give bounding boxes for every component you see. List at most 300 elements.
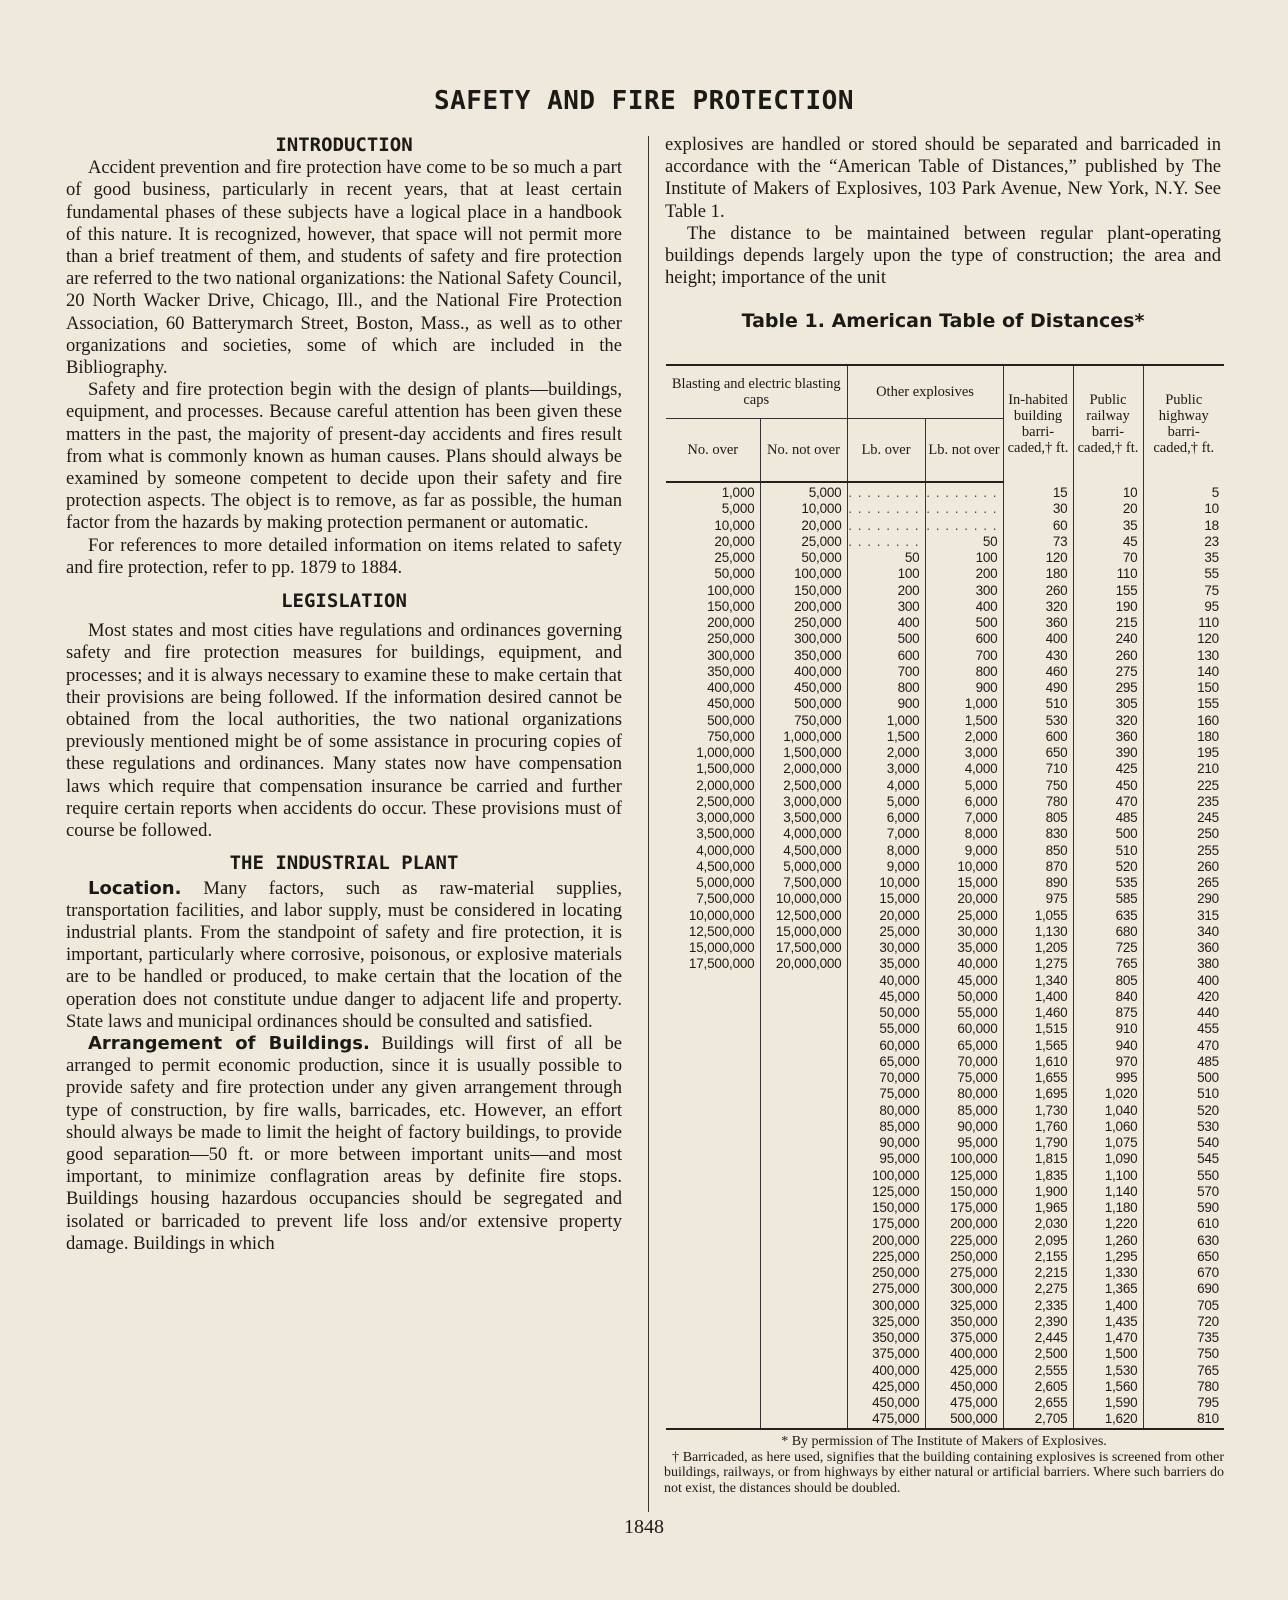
- leader-dots: . . . . . . . .: [926, 485, 998, 500]
- table-cell: 400,000: [925, 1346, 1003, 1362]
- table-cell: 305: [1073, 696, 1143, 712]
- table-cell: 1,330: [1073, 1265, 1143, 1281]
- table-cell: [847, 482, 925, 501]
- table-cell: 180: [1143, 729, 1224, 745]
- table-cell: 40,000: [925, 956, 1003, 972]
- table-cell: 425: [1073, 761, 1143, 777]
- table-cell: 750,000: [707, 728, 755, 744]
- table-cell: 690: [1143, 1281, 1224, 1297]
- table-cell: 805: [1073, 973, 1143, 989]
- table-cell: 155: [1143, 696, 1224, 712]
- table-row: [666, 761, 1224, 777]
- table-cell: 750: [1143, 1346, 1224, 1362]
- table-cell: 240: [1073, 631, 1143, 647]
- table-cell: [760, 1119, 847, 1135]
- table-cell: 80,000: [925, 1086, 1003, 1102]
- table-cell: 25,000: [714, 550, 755, 565]
- header-no-not-over: No. not over: [760, 419, 847, 483]
- table-cell: 840: [1073, 989, 1143, 1005]
- table-cell: [666, 1363, 760, 1379]
- table-cell: 190: [1073, 599, 1143, 615]
- table-cell: 7,500,000: [696, 891, 755, 907]
- legislation-heading: LEGISLATION: [281, 590, 407, 613]
- table-cell: 10: [1073, 482, 1143, 501]
- arrangement-runin: Arrangement of Buildings.: [88, 1032, 370, 1054]
- table-row: [666, 648, 1224, 664]
- table-cell: 195: [1143, 745, 1224, 761]
- table-cell: 340: [1143, 924, 1224, 940]
- table-cell: 55,000: [847, 1021, 925, 1037]
- table-cell: [760, 1314, 847, 1330]
- table-cell: 20,000,000: [760, 956, 847, 972]
- table-row: [666, 1330, 1224, 1346]
- table-cell: 160: [1143, 713, 1224, 729]
- table-cell: 35: [1073, 518, 1143, 534]
- table-cell: 455: [1143, 1021, 1224, 1037]
- table-cell: 8,000: [847, 843, 925, 859]
- table-cell: 30,000: [925, 924, 1003, 940]
- arrangement-text: Buildings will first of all be arranged to permit economic production, since it is usually possible to provide safety and fire protection under any given arrangement through type of construction, by fire walls, barricades, etc. However, an effort should always be made to limit the height of factory buildings, to provide good separation—50 ft. or more between important units—and most important, to minimize conflagration areas by definite fire stops. Buildings housing hazardous occupancies should be segregated and isolated or barricaded to prevent life loss and/or extensive property damage. Buildings in which: [66, 1032, 622, 1254]
- table-cell: [760, 1330, 847, 1346]
- header-blasting-caps: Blasting and electric blasting caps: [666, 365, 847, 419]
- table-cell: 610: [1143, 1216, 1224, 1232]
- table-cell: 95,000: [925, 1135, 1003, 1151]
- table-cell: 670: [1143, 1265, 1224, 1281]
- table-cell: 450,000: [707, 696, 755, 712]
- table-cell: 300: [925, 583, 1003, 599]
- table-row: [666, 583, 1224, 599]
- table-cell: 450,000: [760, 680, 847, 696]
- table-footnotes: [664, 1434, 1224, 1496]
- table-cell: 100,000: [707, 582, 755, 598]
- table-cell: 100,000: [847, 1168, 925, 1184]
- table-cell: 3,000: [925, 745, 1003, 761]
- table-cell: 50: [847, 550, 925, 566]
- table-cell: 40,000: [847, 973, 925, 989]
- table-cell: 450,000: [847, 1395, 925, 1411]
- table-cell: 85,000: [925, 1103, 1003, 1119]
- table-cell: 1,220: [1073, 1216, 1143, 1232]
- table-cell: 1,530: [1073, 1363, 1143, 1379]
- table-row: [666, 501, 1224, 517]
- table-cell: 300: [847, 599, 925, 615]
- table-cell: 5,000: [925, 778, 1003, 794]
- table-cell: 55,000: [925, 1005, 1003, 1021]
- table-cell: 300,000: [925, 1281, 1003, 1297]
- table-cell: 155: [1073, 583, 1143, 599]
- table-cell: 2,215: [1003, 1265, 1073, 1281]
- table-cell: 30: [1003, 501, 1073, 517]
- table-cell: [847, 518, 925, 534]
- table-cell: 2,275: [1003, 1281, 1073, 1297]
- table-cell: 850: [1003, 843, 1073, 859]
- table-cell: 975: [1003, 891, 1073, 907]
- table-cell: 18: [1143, 518, 1224, 534]
- table-cell: [666, 1249, 760, 1265]
- table-cell: 245: [1143, 810, 1224, 826]
- introduction-paragraph-3: For references to more detailed information on items related to safety and fire protection, refer to pp. 1879 to 1884.: [66, 534, 622, 578]
- table-cell: [847, 534, 925, 550]
- table-cell: 100: [847, 566, 925, 582]
- table-cell: 300,000: [760, 631, 847, 647]
- table-cell: 2,605: [1003, 1379, 1073, 1395]
- table-cell: 50,000: [714, 566, 755, 582]
- leader-dots: . . . . . . . .: [848, 533, 920, 549]
- table-cell: 1,000: [721, 485, 755, 500]
- table-cell: 360: [1003, 615, 1073, 631]
- header-lb-over: Lb. over: [847, 419, 925, 483]
- table-cell: 1,400: [1003, 989, 1073, 1005]
- table-cell: 500,000: [925, 1411, 1003, 1428]
- table-cell: 320: [1073, 713, 1143, 729]
- table-cell: 10: [1143, 501, 1224, 517]
- table-cell: 265: [1143, 875, 1224, 891]
- table-cell: [666, 1200, 760, 1216]
- table-cell: 375,000: [847, 1346, 925, 1362]
- table-cell: 550: [1143, 1168, 1224, 1184]
- table-cell: 440: [1143, 1005, 1224, 1021]
- table-cell: 200: [847, 583, 925, 599]
- table-row: [666, 1281, 1224, 1297]
- table-cell: [666, 1103, 760, 1119]
- table-cell: [666, 1021, 760, 1037]
- table-cell: 20,000: [847, 908, 925, 924]
- table-cell: 1,205: [1003, 940, 1073, 956]
- table-cell: 3,500,000: [696, 826, 755, 842]
- table-cell: [666, 1281, 760, 1297]
- table-cell: 12,500,000: [760, 908, 847, 924]
- table-cell: 300,000: [707, 647, 755, 663]
- table-cell: 4,500,000: [760, 843, 847, 859]
- table-cell: 425,000: [847, 1379, 925, 1395]
- table-cell: [760, 1233, 847, 1249]
- table-cell: 430: [1003, 648, 1073, 664]
- table-cell: 1,730: [1003, 1103, 1073, 1119]
- table-cell: [760, 1135, 847, 1151]
- table-cell: 2,335: [1003, 1298, 1073, 1314]
- table-cell: [666, 1216, 760, 1232]
- table-cell: 1,435: [1073, 1314, 1143, 1330]
- table-cell: 4,000: [925, 761, 1003, 777]
- table-row: [666, 1070, 1224, 1086]
- table-cell: 120: [1143, 631, 1224, 647]
- table-cell: 250,000: [925, 1249, 1003, 1265]
- table-cell: 1,655: [1003, 1070, 1073, 1086]
- table-cell: 795: [1143, 1395, 1224, 1411]
- table-cell: 510: [1003, 696, 1073, 712]
- table-cell: 95: [1143, 599, 1224, 615]
- legislation-paragraph: Most states and most cities have regulations and ordinances governing safety and fire protection measures for buildings, equipment, and processes; and it is always necessary to examine these to make certain that their provisions are being followed. If the information desired cannot be obtained from the local authorities, the two national organizations previously mentioned might be of some assistance in procuring copies of these regulations and ordinances. Many states now have compensation laws which require that compensation insurance be carried and further require certain reports when accidents do occur. These provisions must of course be followed.: [66, 620, 622, 842]
- table-cell: 90,000: [925, 1119, 1003, 1135]
- table-row: [666, 518, 1224, 534]
- industrial-plant-heading: THE INDUSTRIAL PLANT: [229, 852, 459, 875]
- table-cell: 1,040: [1073, 1103, 1143, 1119]
- table-cell: 95,000: [847, 1151, 925, 1167]
- table-cell: 1,620: [1073, 1411, 1143, 1428]
- table-cell: [760, 973, 847, 989]
- table-cell: 1,000,000: [696, 745, 755, 760]
- table-cell: 680: [1073, 924, 1143, 940]
- table-cell: 1,400: [1073, 1298, 1143, 1314]
- table-cell: 315: [1143, 908, 1224, 924]
- table-cell: 750,000: [760, 713, 847, 729]
- table-cell: 15,000: [925, 875, 1003, 891]
- table-cell: 7,000: [847, 826, 925, 842]
- table-cell: 360: [1073, 729, 1143, 745]
- table-row: [666, 1119, 1224, 1135]
- table-cell: 650: [1003, 745, 1073, 761]
- table-row: [666, 1184, 1224, 1200]
- table-cell: 65,000: [925, 1038, 1003, 1054]
- table-cell: 10,000: [760, 501, 847, 517]
- table-cell: 485: [1073, 810, 1143, 826]
- table-cell: 1,695: [1003, 1086, 1073, 1102]
- table-cell: 2,655: [1003, 1395, 1073, 1411]
- table-cell: 2,500,000: [760, 778, 847, 794]
- table-cell: 535: [1073, 875, 1143, 891]
- table-cell: [760, 1038, 847, 1054]
- table-cell: 735: [1143, 1330, 1224, 1346]
- table-cell: 1,460: [1003, 1005, 1073, 1021]
- table-cell: 55: [1143, 566, 1224, 582]
- table-cell: 1,790: [1003, 1135, 1073, 1151]
- table-cell: 350,000: [847, 1330, 925, 1346]
- header-other-explosives: Other explosives: [847, 365, 1003, 419]
- table-cell: [847, 501, 925, 517]
- table-cell: 10,000: [847, 875, 925, 891]
- table-cell: [760, 1265, 847, 1281]
- table-cell: [666, 1330, 760, 1346]
- table-cell: 6,000: [847, 810, 925, 826]
- table-cell: 110: [1143, 615, 1224, 631]
- table-row: [666, 1103, 1224, 1119]
- table-cell: 260: [1003, 583, 1073, 599]
- table-row: [666, 1395, 1224, 1411]
- table-cell: 600: [1003, 729, 1073, 745]
- table-row: [666, 1314, 1224, 1330]
- arrangement-paragraph: [66, 1033, 622, 1255]
- table-cell: [666, 1070, 760, 1086]
- table-cell: 765: [1143, 1363, 1224, 1379]
- table-cell: 875: [1073, 1005, 1143, 1021]
- table-cell: 1,075: [1073, 1135, 1143, 1151]
- table-cell: 4,500,000: [696, 858, 755, 874]
- table-cell: 350,000: [925, 1314, 1003, 1330]
- table-cell: 710: [1003, 761, 1073, 777]
- table-cell: [760, 1005, 847, 1021]
- table-cell: 2,155: [1003, 1249, 1073, 1265]
- table-cell: 4,000,000: [696, 842, 755, 858]
- table-cell: 275,000: [847, 1281, 925, 1297]
- table-row: [666, 1021, 1224, 1037]
- table-cell: 3,500,000: [760, 810, 847, 826]
- table-cell: 50,000: [925, 989, 1003, 1005]
- table-cell: 3,000,000: [696, 810, 755, 825]
- table-cell: 940: [1073, 1038, 1143, 1054]
- table-cell: 1,590: [1073, 1395, 1143, 1411]
- table-cell: 295: [1073, 680, 1143, 696]
- table-cell: [666, 1395, 760, 1411]
- table-row: [666, 875, 1224, 891]
- table-cell: 400: [847, 615, 925, 631]
- table-cell: 400: [925, 599, 1003, 615]
- table-cell: 210: [1143, 761, 1224, 777]
- table-cell: 475,000: [925, 1395, 1003, 1411]
- table-cell: [666, 1086, 760, 1102]
- table-cell: 460: [1003, 664, 1073, 680]
- table-cell: [760, 1363, 847, 1379]
- table-cell: 1,000: [847, 713, 925, 729]
- table-cell: 10,000,000: [688, 907, 755, 923]
- table-cell: 80,000: [847, 1103, 925, 1119]
- table-row: [666, 1363, 1224, 1379]
- table-cell: 20,000: [925, 891, 1003, 907]
- table-cell: 1,090: [1073, 1151, 1143, 1167]
- table-cell: 12,500,000: [688, 923, 755, 939]
- table-cell: 23: [1143, 534, 1224, 550]
- table-cell: 100,000: [760, 566, 847, 582]
- table-cell: 7,500,000: [760, 875, 847, 891]
- table-cell: [925, 518, 1003, 534]
- location-text: Many factors, such as raw-material supplies, transportation facilities, and labor supply, must be considered in locating industrial plants. From the standpoint of safety and fire protection, it is important, particularly where corrosive, poisonous, or explosive materials are to be handled or produced, to make certain that the location of the operation does not constitute undue danger to adjacent life and property. State laws and municipal ordinances should be consulted and satisfied.: [66, 877, 622, 1032]
- table-row: [666, 940, 1224, 956]
- table-cell: 2,500: [1003, 1346, 1073, 1362]
- table-cell: 300,000: [847, 1298, 925, 1314]
- table-cell: [666, 1314, 760, 1330]
- table-cell: 50: [925, 534, 1003, 550]
- table-row: [666, 1411, 1224, 1428]
- table-cell: 70,000: [925, 1054, 1003, 1070]
- table-cell: 900: [925, 680, 1003, 696]
- table-row: [666, 956, 1224, 972]
- table-cell: 200,000: [760, 599, 847, 615]
- table-cell: [760, 1200, 847, 1216]
- table-cell: [760, 1054, 847, 1070]
- table-cell: 400: [1143, 973, 1224, 989]
- table-row: [666, 1249, 1224, 1265]
- table-cell: [760, 1086, 847, 1102]
- table-cell: 1,140: [1073, 1184, 1143, 1200]
- table-cell: 390: [1073, 745, 1143, 761]
- table-cell: [666, 1233, 760, 1249]
- table-cell: [666, 1005, 760, 1021]
- table-cell: [666, 1054, 760, 1070]
- table-cell: [760, 989, 847, 1005]
- table-cell: 910: [1073, 1021, 1143, 1037]
- table-cell: 1,500,000: [696, 761, 755, 777]
- table-cell: 1,500: [1073, 1346, 1143, 1362]
- table-cell: 65,000: [847, 1054, 925, 1070]
- table-cell: 255: [1143, 843, 1224, 859]
- table-cell: 1,815: [1003, 1151, 1073, 1167]
- table-cell: 235: [1143, 794, 1224, 810]
- table-cell: 2,445: [1003, 1330, 1073, 1346]
- table-cell: 2,000,000: [696, 777, 755, 793]
- table-cell: 360: [1143, 940, 1224, 956]
- table-cell: 700: [925, 648, 1003, 664]
- table-row: [666, 924, 1224, 940]
- table-cell: 1,470: [1073, 1330, 1143, 1346]
- table-cell: 35,000: [925, 940, 1003, 956]
- table-cell: 1,020: [1073, 1086, 1143, 1102]
- table-cell: 1,000: [925, 696, 1003, 712]
- table-cell: 250,000: [847, 1265, 925, 1281]
- table-cell: 830: [1003, 826, 1073, 842]
- table-cell: 140: [1143, 664, 1224, 680]
- page-title: SAFETY AND FIRE PROTECTION: [434, 86, 854, 116]
- table-cell: 1,900: [1003, 1184, 1073, 1200]
- table-cell: 765: [1073, 956, 1143, 972]
- table-cell: 570: [1143, 1184, 1224, 1200]
- location-paragraph: [66, 878, 622, 1033]
- table-row: [666, 1216, 1224, 1232]
- table-cell: 5,000,000: [760, 859, 847, 875]
- table-cell: 45: [1073, 534, 1143, 550]
- table-cell: 350,000: [760, 648, 847, 664]
- table-cell: 20: [1073, 501, 1143, 517]
- table-row: [666, 1005, 1224, 1021]
- table-cell: 485: [1143, 1054, 1224, 1070]
- table-cell: 375,000: [925, 1330, 1003, 1346]
- table-cell: 900: [847, 696, 925, 712]
- introduction-paragraph-2: Safety and fire protection begin with the design of plants—buildings, equipment, and processes. Because careful attention has been given these matters in the past, the majority of present-day accidents and fires result from what is commonly known as human causes. Plans should always be examined by someone competent to decide upon their safety and fire protection aspects. The object is to remove, as far as possible, the human factor from the hazards by making protection permanent or automatic.: [66, 379, 622, 534]
- table-cell: [666, 1298, 760, 1314]
- right-paragraph-1: explosives are handled or stored should be separated and barricaded in accordance with the “American Table of Distances,” published by The Institute of Makers of Explosives, 103 Park Avenue, New York, N.Y. See Table 1.: [665, 134, 1221, 222]
- table-cell: 130: [1143, 648, 1224, 664]
- table-cell: [666, 1379, 760, 1395]
- leader-dots: . . . . . . . .: [848, 501, 920, 517]
- table-row: [666, 1135, 1224, 1151]
- table-cell: 5,000: [847, 794, 925, 810]
- table-cell: 175,000: [847, 1216, 925, 1232]
- table-row: [666, 1054, 1224, 1070]
- table-row: [666, 1151, 1224, 1167]
- table-cell: 590: [1143, 1200, 1224, 1216]
- table-cell: 25,000: [760, 534, 847, 550]
- table-row: [666, 1379, 1224, 1395]
- table-cell: 5: [1143, 482, 1224, 501]
- footnote-barricaded: † Barricaded, as here used, signifies that the building containing explosives is screened from other buildings, railways, or from highways by either natural or artificial barriers. Where such barriers do not exist, the distances should be doubled.: [664, 1449, 1224, 1496]
- table-cell: 3,000: [847, 761, 925, 777]
- table-row: [666, 859, 1224, 875]
- table-row: [666, 713, 1224, 729]
- table-cell: 1,515: [1003, 1021, 1073, 1037]
- table-cell: 450,000: [925, 1379, 1003, 1395]
- table-cell: 5,000: [721, 501, 755, 517]
- table-cell: 75: [1143, 583, 1224, 599]
- table-cell: 1,835: [1003, 1168, 1073, 1184]
- table-cell: 290: [1143, 891, 1224, 907]
- table-cell: 500,000: [760, 696, 847, 712]
- table-cell: 1,500,000: [760, 745, 847, 761]
- table-cell: 75,000: [925, 1070, 1003, 1086]
- header-lb-not-over: Lb. not over: [925, 419, 1003, 483]
- table-row: [666, 566, 1224, 582]
- table-cell: 780: [1003, 794, 1073, 810]
- table-cell: 800: [847, 680, 925, 696]
- table-cell: 725: [1073, 940, 1143, 956]
- table-cell: [666, 1119, 760, 1135]
- table-cell: [666, 1346, 760, 1362]
- table-cell: 15,000,000: [760, 924, 847, 940]
- table-cell: 60,000: [847, 1038, 925, 1054]
- table-cell: 4,000: [847, 778, 925, 794]
- table-cell: 20,000: [760, 518, 847, 534]
- table-cell: 470: [1073, 794, 1143, 810]
- table-row: [666, 794, 1224, 810]
- table-cell: 700: [847, 664, 925, 680]
- leader-dots: . . . . . . . .: [926, 517, 998, 533]
